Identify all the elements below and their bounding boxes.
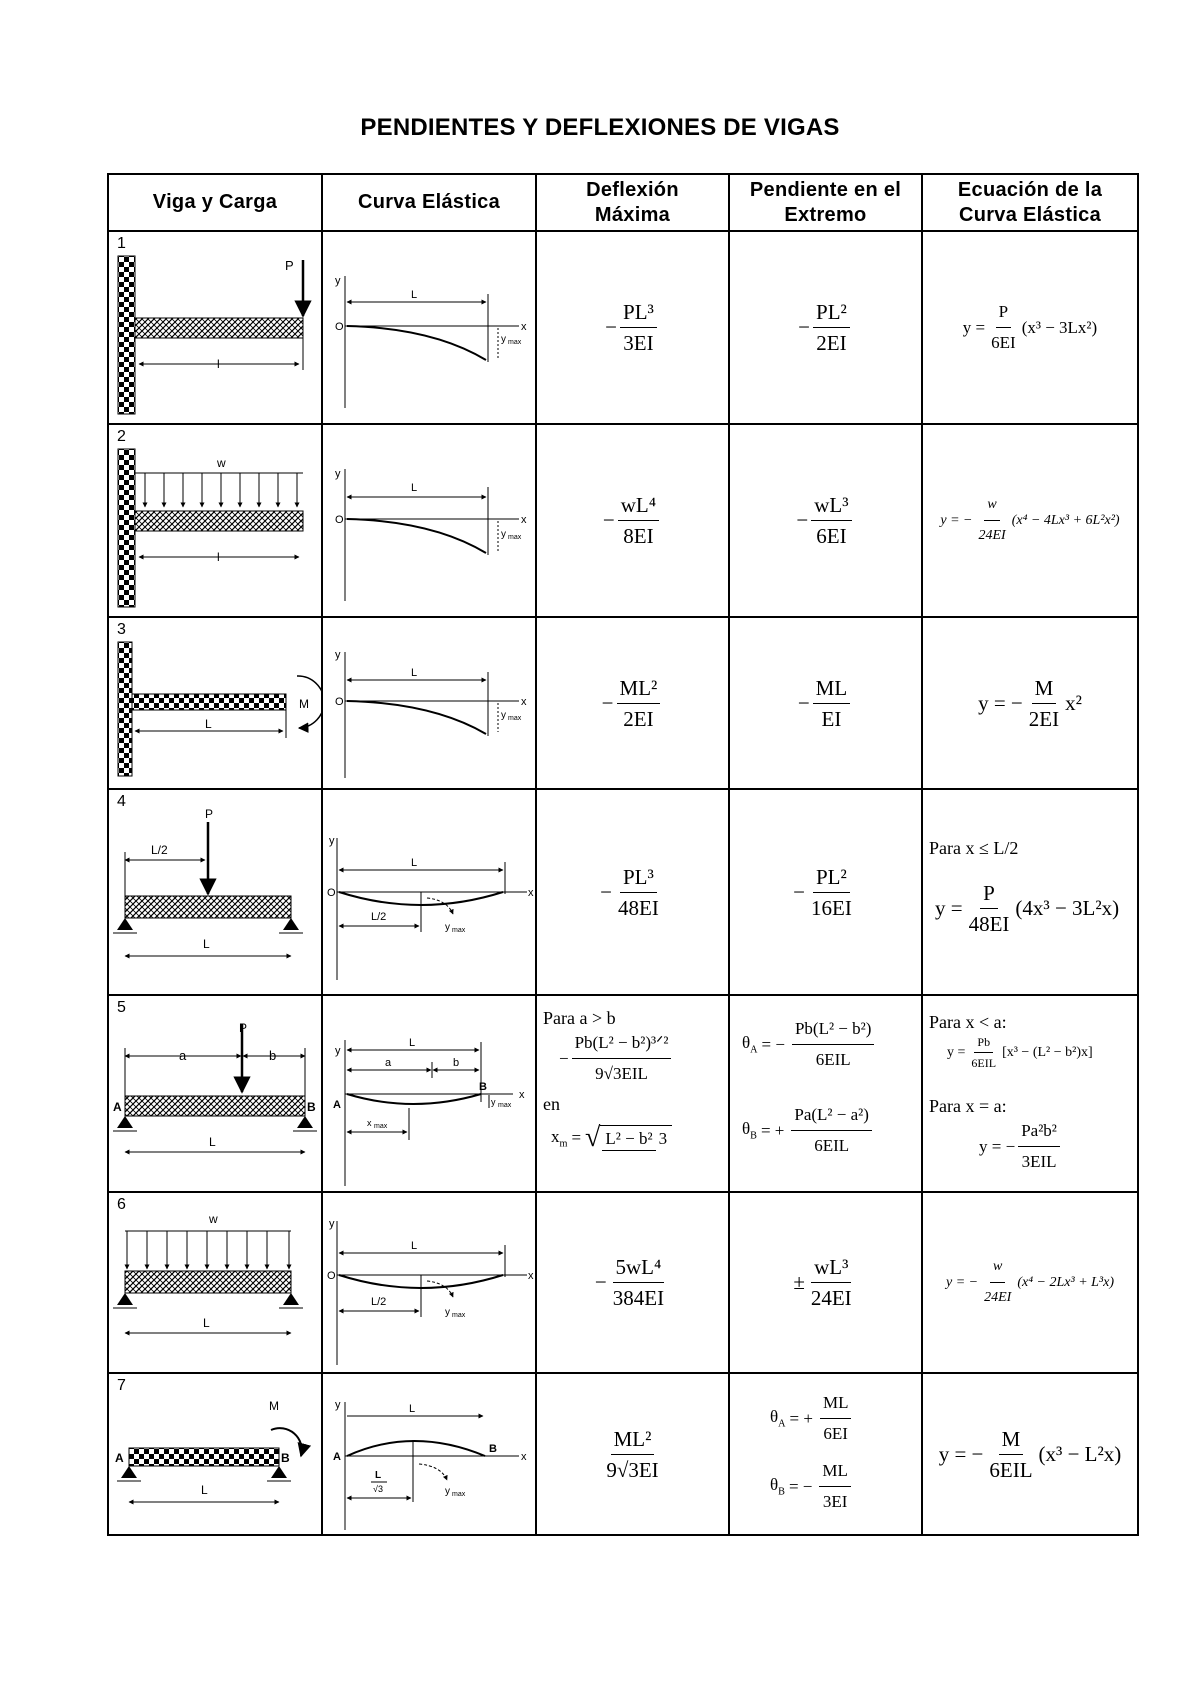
eq-pre: y = bbox=[962, 317, 986, 337]
denominator: EI bbox=[821, 706, 842, 731]
denominator: 6EIL bbox=[815, 1050, 851, 1069]
theta-a-eq: = + bbox=[789, 1408, 813, 1428]
header-ecuacion-curva bbox=[922, 174, 1138, 231]
sign: − bbox=[594, 1270, 607, 1294]
end-slope-cell bbox=[729, 995, 922, 1192]
label-l: l bbox=[217, 357, 220, 371]
equation-cell bbox=[922, 424, 1138, 617]
theta-a-sub: A bbox=[750, 1044, 758, 1056]
fraction bbox=[966, 880, 1013, 937]
label-x: x bbox=[521, 696, 527, 708]
label-P: P bbox=[239, 1021, 248, 1035]
numerator: 5wL⁴ bbox=[613, 1254, 665, 1283]
header-curva-elastica: Curva Elástica bbox=[322, 174, 536, 231]
label-B: B bbox=[307, 1100, 316, 1114]
theta-b-pre: θ bbox=[770, 1475, 779, 1495]
fraction bbox=[615, 864, 662, 921]
label-ymax: y bbox=[501, 529, 506, 540]
label-ymax-sub: max bbox=[508, 339, 522, 346]
label-b: b bbox=[269, 1048, 277, 1063]
numerator: ML² bbox=[617, 675, 661, 704]
label-a: a bbox=[385, 1057, 392, 1069]
label-w: w bbox=[217, 456, 226, 470]
case-number: 6 bbox=[117, 1196, 126, 1213]
table-row bbox=[108, 424, 1138, 617]
sqrt-icon: √ bbox=[585, 1122, 601, 1153]
fraction bbox=[1026, 675, 1062, 732]
fraction bbox=[819, 1458, 851, 1515]
denominator: 24EI bbox=[978, 528, 1006, 543]
label-L: L bbox=[203, 937, 210, 951]
slope-b-line bbox=[742, 1102, 875, 1159]
denominator: 9√3EI bbox=[606, 1457, 659, 1482]
equation-cell bbox=[922, 1192, 1138, 1373]
label-M: M bbox=[299, 697, 309, 711]
label-x: x bbox=[528, 1270, 534, 1282]
label-x: x bbox=[519, 1089, 525, 1101]
label-y: y bbox=[335, 1045, 341, 1057]
eq-pre: y = bbox=[947, 1044, 966, 1060]
max-deflection-cell bbox=[536, 231, 729, 424]
fraction bbox=[600, 1125, 672, 1152]
denominator: 3EIL bbox=[1021, 1152, 1057, 1171]
sign: − bbox=[601, 690, 614, 715]
fraction bbox=[1018, 1118, 1060, 1175]
eq-post: (x⁴ − 2Lx³ + L³x) bbox=[1017, 1274, 1115, 1290]
label-L2: L/2 bbox=[151, 843, 168, 857]
label-O: O bbox=[335, 696, 344, 708]
label-ymax: y bbox=[501, 710, 506, 721]
theta-b bbox=[770, 1475, 785, 1497]
fraction bbox=[617, 675, 661, 732]
end-slope-cell bbox=[729, 1373, 922, 1535]
case-number: 2 bbox=[117, 428, 126, 445]
fraction bbox=[808, 864, 855, 921]
eq-pre: y = − bbox=[940, 512, 973, 528]
label-B: B bbox=[479, 1081, 487, 1093]
fraction bbox=[975, 492, 1008, 549]
numerator: PL³ bbox=[620, 864, 657, 893]
denominator: 6EIL bbox=[971, 1056, 997, 1070]
elastic-curve-cell bbox=[322, 231, 536, 424]
condition-text: Para x < a: bbox=[929, 1012, 1007, 1032]
numerator: M bbox=[1032, 675, 1057, 704]
eq-post: (x³ − L²x) bbox=[1038, 1441, 1122, 1466]
sign: − bbox=[600, 879, 612, 904]
numerator: PL³ bbox=[620, 299, 657, 328]
condition-text: Para x ≤ L/2 bbox=[929, 838, 1019, 858]
max-deflection-cell bbox=[536, 1373, 729, 1535]
label-y: y bbox=[335, 649, 341, 661]
label-y: y bbox=[329, 835, 335, 847]
fraction bbox=[792, 1016, 874, 1073]
numerator: ML bbox=[820, 1390, 852, 1419]
case-number: 4 bbox=[117, 793, 126, 810]
label-L2: L/2 bbox=[371, 1296, 387, 1308]
equation-line bbox=[947, 1034, 1093, 1071]
label-b: b bbox=[453, 1057, 460, 1069]
table-row bbox=[108, 1373, 1138, 1535]
beam-table bbox=[107, 173, 1139, 1536]
label-xmax: x bbox=[367, 1118, 372, 1128]
condition-text: Para a > b bbox=[543, 1008, 616, 1028]
numerator: wL⁴ bbox=[618, 492, 659, 521]
numerator: PL² bbox=[813, 299, 850, 328]
end-slope-cell bbox=[729, 1192, 922, 1373]
theta-a-sub: A bbox=[778, 1418, 786, 1430]
label-l: l bbox=[217, 550, 220, 564]
label-ymax: y bbox=[445, 922, 450, 933]
slope-b-line bbox=[770, 1458, 854, 1515]
fraction bbox=[813, 299, 850, 356]
denominator: 384EI bbox=[612, 1286, 665, 1310]
denominator: 48EI bbox=[968, 912, 1010, 936]
denominator: 3EI bbox=[623, 331, 654, 355]
denominator: 2EI bbox=[1028, 706, 1060, 731]
max-deflection-cell bbox=[536, 995, 729, 1192]
elastic-curve-cell bbox=[322, 617, 536, 789]
fraction bbox=[968, 1034, 999, 1071]
page-title: PENDIENTES Y DEFLEXIONES DE VIGAS bbox=[360, 114, 840, 141]
xm-pre: x bbox=[551, 1126, 560, 1146]
denominator: 6EIL bbox=[989, 1457, 1033, 1482]
label-ymax-sub: max bbox=[452, 1491, 466, 1498]
theta-b bbox=[742, 1119, 757, 1141]
elastic-curve-diagram bbox=[323, 1374, 535, 1534]
numerator: Pa²b² bbox=[1018, 1118, 1060, 1147]
theta-a bbox=[742, 1033, 758, 1055]
label-A: A bbox=[333, 1099, 341, 1111]
theta-b-pre: θ bbox=[742, 1119, 751, 1139]
label-ymax-sub: max bbox=[498, 1102, 512, 1109]
fraction bbox=[988, 299, 1019, 356]
end-slope-cell bbox=[729, 789, 922, 995]
beam-diagram bbox=[109, 790, 321, 994]
eq-post: x² bbox=[1065, 690, 1082, 715]
label-L: L bbox=[411, 857, 418, 869]
beam-cell bbox=[108, 231, 322, 424]
sign: − bbox=[559, 1048, 569, 1068]
label-ymax-sub: max bbox=[452, 927, 466, 934]
numerator: PL² bbox=[813, 864, 850, 893]
beam-cell bbox=[108, 424, 322, 617]
denominator: 2EI bbox=[623, 706, 654, 731]
label-y: y bbox=[335, 468, 341, 480]
sign: − bbox=[793, 879, 805, 904]
label-ymax-sub: max bbox=[508, 715, 522, 722]
label-P: P bbox=[285, 258, 294, 273]
elastic-curve-diagram bbox=[323, 790, 535, 994]
denominator: 6EI bbox=[823, 1424, 848, 1443]
numerator: w bbox=[984, 492, 999, 521]
end-slope-cell bbox=[729, 617, 922, 789]
numerator: w bbox=[990, 1254, 1005, 1283]
elastic-curve-diagram bbox=[323, 618, 535, 788]
eq-pre: y = − bbox=[945, 1274, 979, 1290]
label-a: a bbox=[179, 1048, 187, 1063]
max-deflection-cell bbox=[536, 1192, 729, 1373]
denominator: 24EI bbox=[810, 1286, 852, 1310]
beam-diagram bbox=[109, 425, 321, 616]
elastic-curve-cell bbox=[322, 1373, 536, 1535]
denominator: 16EI bbox=[811, 895, 852, 920]
end-slope-cell bbox=[729, 424, 922, 617]
denominator: 6EI bbox=[816, 524, 847, 548]
label-L: L bbox=[201, 1483, 208, 1497]
label-O: O bbox=[327, 1270, 336, 1282]
numerator: Pa(L² − a²) bbox=[791, 1102, 872, 1131]
numerator: ML bbox=[819, 1458, 851, 1487]
denominator: 6EI bbox=[991, 333, 1016, 352]
theta-a-pre: θ bbox=[770, 1407, 779, 1427]
denominator: 24EI bbox=[984, 1290, 1012, 1305]
equation-cell bbox=[922, 617, 1138, 789]
table-row bbox=[108, 1192, 1138, 1373]
fraction bbox=[986, 1426, 1035, 1483]
denominator: 3 bbox=[658, 1128, 668, 1148]
label-y: y bbox=[329, 1218, 335, 1230]
label-x: x bbox=[521, 1451, 527, 1463]
case-number: 3 bbox=[117, 621, 126, 638]
eq-pre: y = − bbox=[979, 1136, 1016, 1156]
condition-text: Para x = a: bbox=[929, 1096, 1007, 1116]
denominator: 2EI bbox=[816, 331, 847, 355]
table-row bbox=[108, 789, 1138, 995]
fraction bbox=[811, 492, 851, 549]
numerator: P bbox=[980, 880, 998, 909]
eq-pre: y = − bbox=[978, 690, 1023, 715]
label-L: L bbox=[411, 667, 418, 679]
max-deflection-cell bbox=[536, 424, 729, 617]
en-text: en bbox=[543, 1094, 560, 1114]
theta-b-eq: = + bbox=[760, 1120, 785, 1140]
label-ymax: y bbox=[445, 1307, 450, 1318]
label-O: O bbox=[327, 887, 336, 899]
xm-line bbox=[551, 1118, 675, 1158]
table-row bbox=[108, 995, 1138, 1192]
denominator: 8EI bbox=[623, 524, 654, 548]
case-number: 7 bbox=[117, 1377, 126, 1394]
deflection-line bbox=[559, 1030, 674, 1087]
beam-cell bbox=[108, 789, 322, 995]
numerator: Pb(L² − b²)³ᐟ² bbox=[572, 1030, 672, 1059]
equation-cell bbox=[922, 1373, 1138, 1535]
label-y: y bbox=[335, 1399, 341, 1411]
equation-cell bbox=[922, 231, 1138, 424]
denominator: 3EI bbox=[822, 1492, 848, 1511]
label-O: O bbox=[335, 514, 344, 526]
max-deflection-cell bbox=[536, 789, 729, 995]
label-ymax: y bbox=[445, 1486, 450, 1497]
numerator: wL³ bbox=[811, 1254, 851, 1283]
fraction bbox=[981, 1254, 1014, 1311]
beam-diagram bbox=[109, 996, 321, 1191]
beam-cell bbox=[108, 1373, 322, 1535]
label-B: B bbox=[489, 1443, 497, 1455]
sign: − bbox=[797, 690, 810, 715]
eq-post: (4x³ − 3L²x) bbox=[1015, 896, 1120, 920]
eq-pre: y = bbox=[935, 896, 963, 920]
label-ymax: y bbox=[501, 334, 506, 345]
theta-b-sub: B bbox=[778, 1486, 785, 1498]
case-number: 1 bbox=[117, 235, 126, 252]
table-row bbox=[108, 231, 1138, 424]
sign: − bbox=[796, 508, 809, 532]
label-Lsqrt3-num: L bbox=[375, 1470, 382, 1481]
beam-cell bbox=[108, 995, 322, 1192]
xm-sub: m bbox=[559, 1138, 568, 1150]
sign: ± bbox=[793, 1270, 805, 1294]
header-viga-carga: Viga y Carga bbox=[108, 174, 322, 231]
end-slope-cell bbox=[729, 231, 922, 424]
table-row bbox=[108, 617, 1138, 789]
elastic-curve-diagram bbox=[323, 1193, 535, 1372]
slope-a-line bbox=[742, 1016, 877, 1073]
xm-var bbox=[551, 1127, 567, 1149]
sign: − bbox=[602, 508, 615, 532]
label-L: L bbox=[409, 1037, 416, 1049]
eq-post: (x⁴ − 4Lx³ + 6L²x²) bbox=[1011, 512, 1120, 528]
elastic-curve-cell bbox=[322, 1192, 536, 1373]
fraction bbox=[603, 1426, 661, 1483]
numerator: ML bbox=[813, 675, 851, 704]
fraction bbox=[572, 1030, 672, 1087]
label-P: P bbox=[205, 807, 214, 821]
label-L: L bbox=[411, 1240, 418, 1252]
case-number: 5 bbox=[117, 999, 126, 1016]
label-B: B bbox=[281, 1451, 290, 1465]
label-L2: L/2 bbox=[371, 911, 387, 923]
label-L: L bbox=[209, 1135, 216, 1149]
elastic-curve-cell bbox=[322, 995, 536, 1192]
header-deflexion-maxima bbox=[536, 174, 729, 231]
theta-a-pre: θ bbox=[742, 1033, 751, 1053]
elastic-curve-diagram bbox=[323, 996, 535, 1191]
label-A: A bbox=[333, 1451, 341, 1463]
fraction bbox=[813, 675, 851, 732]
eq-post: (x³ − 3Lx²) bbox=[1021, 317, 1098, 337]
label-ymax-sub: max bbox=[508, 534, 522, 541]
label-y: y bbox=[335, 275, 341, 287]
slope-a-line bbox=[770, 1390, 854, 1447]
beam-cell bbox=[108, 1192, 322, 1373]
eq-post: [x³ − (L² − b²)x] bbox=[1002, 1044, 1093, 1060]
header-deflexion-text: Deflexión Máxima bbox=[586, 178, 679, 226]
elastic-curve-diagram bbox=[323, 425, 535, 616]
label-w: w bbox=[209, 1212, 218, 1226]
fraction bbox=[610, 1254, 667, 1311]
label-A: A bbox=[115, 1451, 124, 1465]
label-x: x bbox=[521, 514, 527, 526]
denominator: 48EI bbox=[618, 895, 659, 920]
label-x: x bbox=[521, 321, 527, 333]
header-pendiente-text: Pendiente en el Extremo bbox=[749, 178, 902, 226]
label-ymax: y bbox=[491, 1097, 496, 1107]
header-row bbox=[108, 174, 1138, 231]
beam-diagram bbox=[109, 232, 321, 423]
max-deflection-cell bbox=[536, 617, 729, 789]
elastic-curve-cell bbox=[322, 424, 536, 617]
numerator: ML² bbox=[611, 1426, 655, 1455]
numerator: L² − b² bbox=[602, 1129, 655, 1151]
fraction bbox=[791, 1102, 872, 1159]
label-L: L bbox=[203, 1316, 210, 1330]
fraction bbox=[618, 492, 659, 549]
label-x: x bbox=[528, 887, 534, 899]
numerator: Pb bbox=[974, 1034, 993, 1053]
label-A: A bbox=[113, 1100, 122, 1114]
denominator: 9√3EIL bbox=[595, 1064, 648, 1083]
beam-diagram bbox=[109, 1193, 321, 1372]
numerator: Pb(L² − b²) bbox=[792, 1016, 874, 1045]
label-L: L bbox=[409, 1403, 416, 1415]
numerator: P bbox=[996, 299, 1011, 328]
label-L: L bbox=[411, 289, 418, 301]
equation-line bbox=[935, 880, 1119, 937]
fraction bbox=[620, 299, 657, 356]
fraction bbox=[808, 1254, 855, 1311]
header-ecuacion-text: Ecuación de la Curva Elástica bbox=[957, 178, 1103, 226]
label-Lsqrt3-den: √3 bbox=[373, 1484, 383, 1494]
equation-cell bbox=[922, 995, 1138, 1192]
xm-eq: = bbox=[571, 1128, 582, 1147]
header-pendiente-extremo bbox=[729, 174, 922, 231]
numerator: M bbox=[999, 1426, 1024, 1455]
beam-diagram bbox=[109, 618, 321, 788]
label-xmax-sub: max bbox=[374, 1123, 388, 1130]
sign: − bbox=[605, 315, 618, 339]
equation-cell bbox=[922, 789, 1138, 995]
label-M: M bbox=[269, 1399, 279, 1413]
label-ymax-sub: max bbox=[452, 1312, 466, 1319]
label-L: L bbox=[205, 717, 212, 731]
theta-b-sub: B bbox=[750, 1130, 757, 1142]
numerator: wL³ bbox=[811, 492, 851, 521]
elastic-curve-diagram bbox=[323, 232, 535, 423]
beam-cell bbox=[108, 617, 322, 789]
elastic-curve-cell bbox=[322, 789, 536, 995]
label-L: L bbox=[411, 482, 418, 494]
theta-a-eq: = − bbox=[761, 1034, 785, 1054]
eq-pre: y = − bbox=[938, 1441, 984, 1466]
sign: − bbox=[798, 315, 811, 339]
beam-diagram bbox=[109, 1374, 321, 1534]
denominator: 6EIL bbox=[814, 1136, 850, 1155]
theta-b-eq: = − bbox=[788, 1476, 813, 1496]
equation-line bbox=[979, 1118, 1063, 1175]
theta-a bbox=[770, 1407, 786, 1429]
fraction bbox=[820, 1390, 852, 1447]
label-O: O bbox=[335, 321, 344, 333]
